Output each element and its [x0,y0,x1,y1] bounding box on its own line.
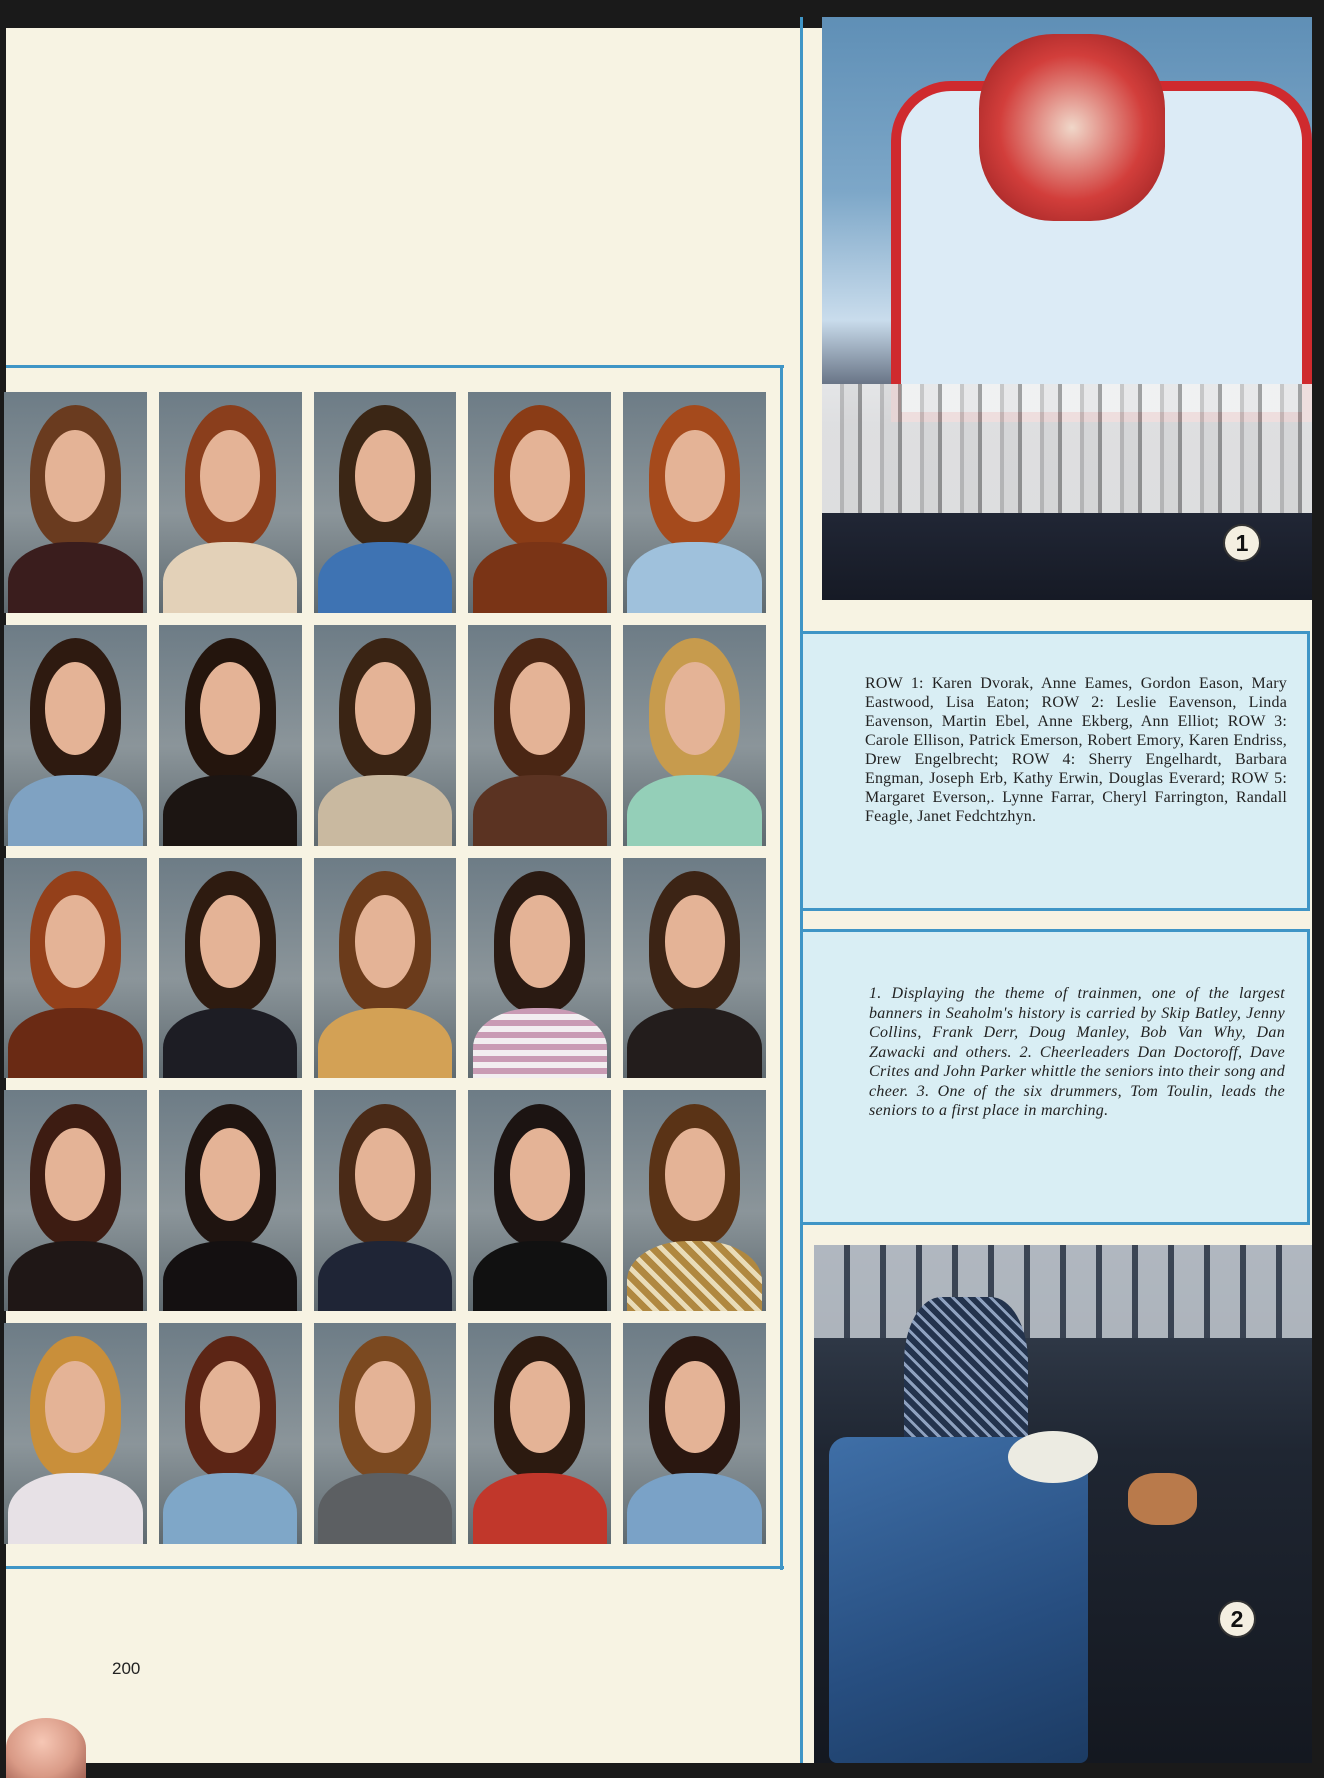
portrait [4,858,147,1079]
portrait [4,392,147,613]
cheerleaders-photo [814,1245,1312,1763]
portrait [623,858,766,1079]
names-caption-box [800,631,1310,911]
brown-hat [1128,1473,1198,1525]
portrait [314,392,457,613]
portrait [314,625,457,846]
portrait [468,625,611,846]
portrait [159,1090,302,1311]
portrait [623,1323,766,1544]
portrait [468,858,611,1079]
portrait-right-rule [780,365,783,1570]
portrait [159,1323,302,1544]
row-names-text: ROW 1: Karen Dvorak, Anne Eames, Gordon Eason, Mary Eastwood, Lisa Eaton; ROW 2: Leslie Eavenson, Linda Eavenson, Martin Ebel, Anne Ekberg, Ann Elliot; ROW 3: Carole Ellison, Patrick Emerson, Robert Emory, Karen Endriss, Drew Engelbrecht; ROW 4: Sherry Engelhardt, Barbara Engman, Joseph Erb, Kathy Erwin, Douglas Everard; ROW 5: Margaret Everson,. Lynne Farrar, Cheryl Farrington, Randall Feagle, Janet Fedchtzhyn. [865,675,1287,825]
portrait [468,392,611,613]
portrait [314,858,457,1079]
portrait [314,1090,457,1311]
portrait [623,392,766,613]
portrait [4,625,147,846]
portrait [159,392,302,613]
portrait [468,1323,611,1544]
photo-caption-box [800,929,1310,1225]
portrait-top-rule [6,365,784,368]
portrait [623,1090,766,1311]
photo-number-badge: 1 [1223,524,1261,562]
blue-chair [829,1437,1088,1763]
page-number: 200 [112,1659,141,1678]
portrait [4,1090,147,1311]
thumb-at-edge [6,1718,86,1778]
portrait [4,1323,147,1544]
portrait [314,1323,457,1544]
portrait-bottom-rule [6,1566,784,1569]
portrait [159,858,302,1079]
portrait-grid [0,384,774,1552]
portrait [468,1090,611,1311]
photo-caption-text: 1. Displaying the theme of trainmen, one of the largest banners in Seaholm's history is carried by Skip Batley, Jenny Collins, Frank Derr, Doug Manley, Bob Van Why, Dan Zawacki and others. 2. Cheerleaders Dan Doctoroff, Dave Crites and John Parker whittle the seniors into their song and cheer. 3. One of the six drummers, Tom Toulin, leads the seniors to a first place in marching. [869,985,1285,1119]
photo-number-badge: 2 [1218,1600,1256,1638]
white-hat [1008,1431,1098,1483]
marching-performers [822,384,1312,512]
banner-photo [822,17,1312,600]
banner-crest [979,34,1165,221]
portrait [623,625,766,846]
portrait [159,625,302,846]
stadium-stands [814,1245,1312,1338]
